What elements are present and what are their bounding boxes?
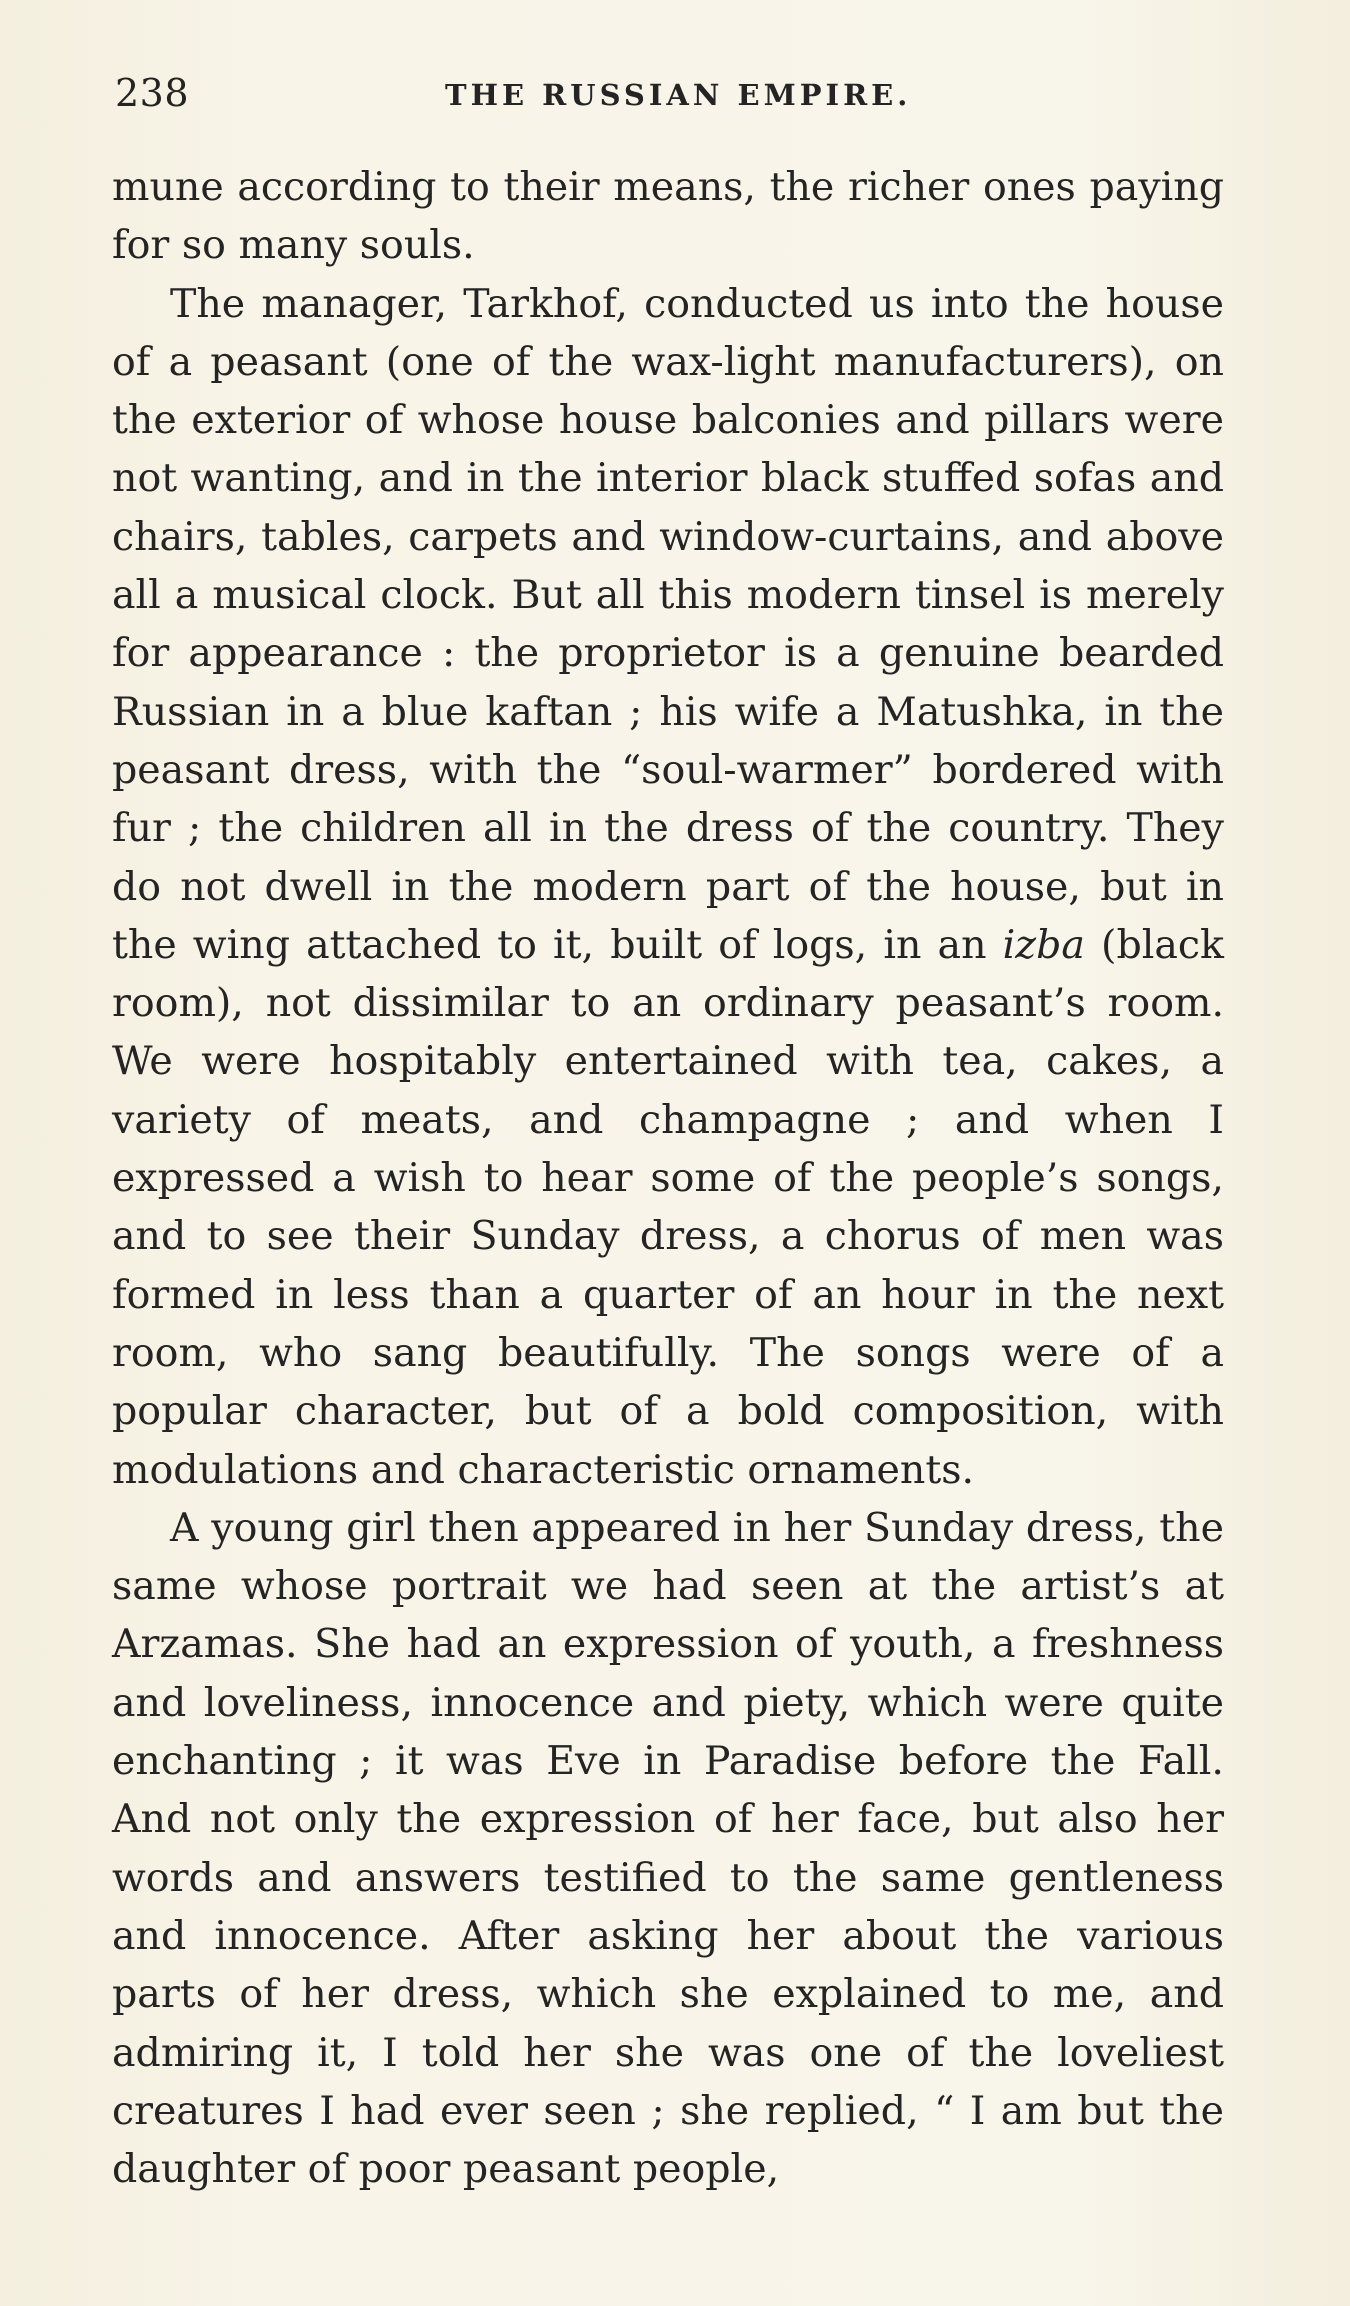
paragraph-1 — [112, 158, 1224, 275]
paragraph-3-text: A young girl then appeared in her Sunday dress, the same whose portrait we had seen at the artist’s at Arzamas. She had an expression of youth, a freshness and loveliness, innocence and piety, which were quite enchanting ; it was Eve in Paradise before the Fall. And not only the expression of her face, but also her words and answers testified to the same gentleness and innocence. After asking her about the various parts of her dress, which she explained to me, and admiring it, I told her she was one of the loveliest creatures I had ever seen ; she replied, “ I am but the daughter of poor peasant people, — [112, 1504, 1224, 2193]
page-header — [115, 70, 1220, 120]
paragraph-2 — [112, 275, 1224, 1499]
paragraph-2-text-after-italic: (black room), not dissimilar to an ordinary peasant’s room. We were hospitably entertained with tea, cakes, a variety of meats, and champagne ; and when I expressed a wish to hear some of the people’s songs, and to see their Sunday dress, a chorus of men was formed in less than a quarter of an hour in the next room, who sang beautifully. The songs were of a popular character, but of a bold composition, with modulations and characteristic ornaments. — [112, 921, 1224, 1493]
italic-word-izba: izba — [1002, 921, 1085, 968]
paragraph-2-text-before-italic: The manager, Tarkhof, conducted us into the house of a peasant (one of the wax-light manufacturers), on the exterior of whose house balconies and pillars were not wanting, and in the interior black stuffed sofas and chairs, tables, carpets and window-curtains, and above all a musical clock. But all this modern tinsel is merely for appearance : the proprietor is a genuine bearded Russian in a blue kaftan ; his wife a Matushka, in the peasant dress, with the “soul-warmer” bordered with fur ; the children all in the dress of the country. They do not dwell in the modern part of the house, but in the wing attached to it, built of logs, in an — [112, 280, 1224, 968]
paragraph-1-text: mune according to their means, the richer ones paying for so many souls. — [112, 164, 1224, 269]
running-head: THE RUSSIAN EMPIRE. — [445, 78, 912, 112]
body-text — [112, 158, 1224, 2198]
paragraph-3 — [112, 1499, 1224, 2199]
page-number: 238 — [115, 71, 190, 115]
